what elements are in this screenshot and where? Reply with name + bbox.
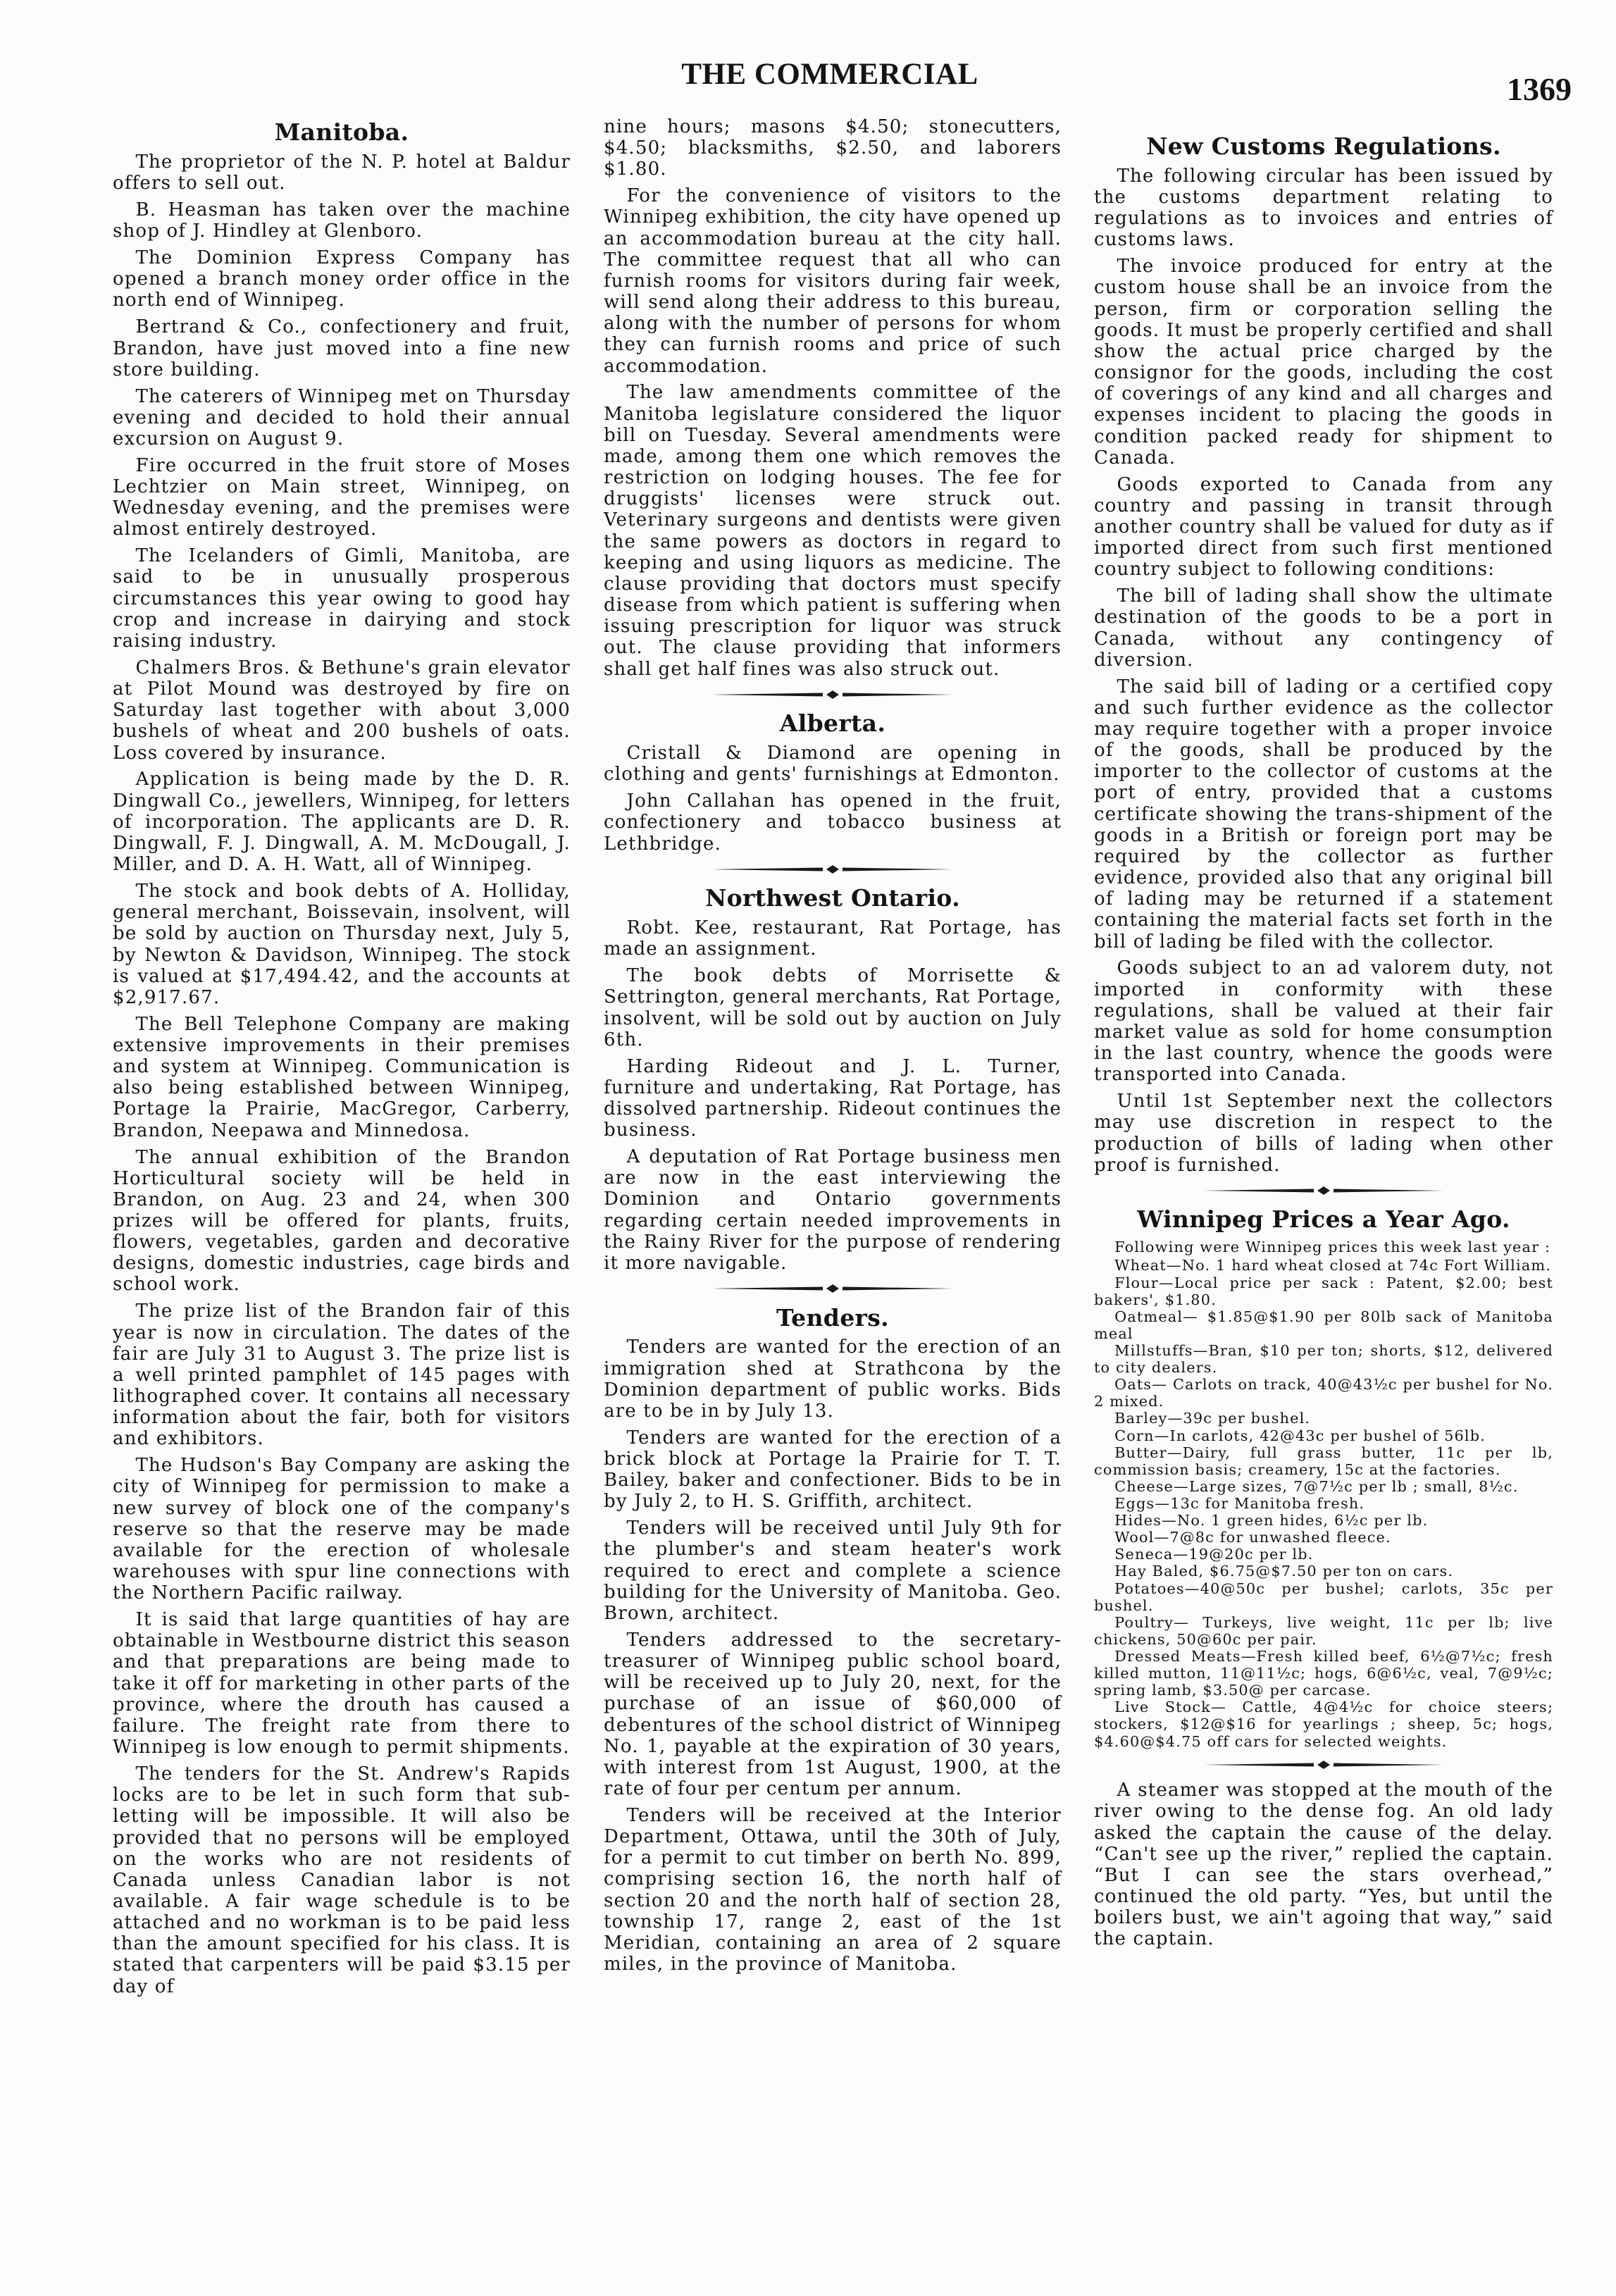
news-paragraph: B. Heasman has taken over the machine shop of J. Hindley at Glenboro. <box>113 199 571 242</box>
price-item: Poultry— Turkeys, live weight, 11c per lb; live chickens, 50@60c per pair. <box>1094 1613 1553 1648</box>
news-paragraph: Goods exported to Canada from any country and passing in transit through another country shall be valued for duty as if imported direct from such first mentioned country subject to following conditions: <box>1094 473 1553 581</box>
divider-rule-right <box>843 693 952 696</box>
price-item: Cheese—Large sizes, 7@7½c per lb ; small, 8½c. <box>1114 1477 1519 1495</box>
divider-diamond <box>826 690 839 699</box>
news-paragraph: The stock and book debts of A. Holliday, general merchant, Boissevain, insolvent, will be sold by auction on Thursday next, July 5, by Newton & Davidson, Winnipeg. The stock is valued at $17,494.42, and the accounts at $2,917.67. <box>113 881 571 1008</box>
news-paragraph: Chalmers Bros. & Bethune's grain elevator at Pilot Mound was destroyed by fire on Saturday last together with about 3,000 bushels of wheat and 200 bushels of oats. Loss covered by insurance. <box>113 657 571 764</box>
news-paragraph: Tenders are wanted for the erection of an immigration shed at Strathcona by the Dominion department of public works. Bids are to be in by July 13. <box>604 1336 1062 1422</box>
anecdote-paragraph: A steamer was stopped at the mouth of the river owing to the dense fog. An old lady asked the captain the cause of the delay. “Can't see up the river,” replied the captain. “But I can see the stars overhead,” continued the old party. “Yes, but until the boilers bust, we ain't agoing that way,” said the captain. <box>1094 1780 1553 1950</box>
news-paragraph: The invoice produced for entry at the custom house shall be an invoice from the person, firm or corporation selling the goods. It must be properly certified and shall show the actual price charged by the consignor for the goods, including the cost of coverings of any kind and all charges and expenses incident to placing the goods in condition packed ready for shipment to Canada. <box>1094 256 1553 468</box>
news-paragraph: The said bill of lading or a certified copy and such further evidence as the collector may require together with a proper invoice of the goods, shall be produced by the importer to the collector of customs at the port of entry, provided that a customs certificate showing the trans-shipment of the goods in a British or foreign port may be required by the collector as further evidence, provided also that any original bill of lading may be returned if a statement containing the material facts set forth in the bill of lading be filed with the collector. <box>1094 676 1553 952</box>
news-paragraph: Tenders addressed to the secretary-treasurer of Winnipeg public school board, will be received up to July 20, next, for the purchase of an issue of $60,000 of debentures of the school district of Winnipeg No. 1, payable at the expiration of 30 years, with interest from 1st August, 1900, at the rate of four per centum per annum. <box>604 1629 1062 1799</box>
price-item: Millstuffs—Bran, $10 per ton; shorts, $12, delivered to city dealers. <box>1094 1342 1553 1377</box>
news-paragraph: The bill of lading shall show the ultimate destination of the goods to be a port in Canada, without any contingency of diversion. <box>1094 585 1553 671</box>
price-item: Dressed Meats—Fresh killed beef, 6½@7½c; fresh killed mutton, 11@11½c; hogs, 6@6½c, veal, 7@9½c; spring lamb, $3.50@ per carcase. <box>1094 1647 1553 1699</box>
section-divider <box>1204 1186 1443 1196</box>
divider-rule-right <box>1334 1189 1443 1193</box>
section-heading-manitoba: Manitoba. <box>274 118 409 146</box>
section-heading-alberta: Alberta. <box>779 709 886 738</box>
news-paragraph: The annual exhibition of the Brandon Horticultural society will be held in Brandon, on Aug. 23 and 24, when 300 prizes will be offered for plants, fruits, flowers, vegetables, garden and decorative designs, domestic industries, cage birds and school work. <box>113 1146 571 1296</box>
news-paragraph: Harding Rideout and J. L. Turner, furniture and undertaking, Rat Portage, has dissolved partnership. Rideout continues the business. <box>604 1055 1062 1141</box>
news-paragraph: The proprietor of the N. P. hotel at Baldur offers to sell out. <box>113 151 571 194</box>
price-item: Oats— Carlots on track, 40@43½c per bushel for No. 2 mixed. <box>1094 1376 1553 1410</box>
price-item: Wool—7@8c for unwashed fleece. <box>1114 1529 1391 1546</box>
news-paragraph: Until 1st September next the collectors may use discretion in respect to the production of bills of lading when other proof is furnished. <box>1094 1091 1553 1176</box>
masthead-title: THE COMMERCIAL <box>681 58 978 91</box>
news-paragraph: Application is being made by the D. R. Dingwall Co., jewellers, Winnipeg, for letters of incorporation. The applicants are D. R. Dingwall, F. J. Dingwall, A. M. McDougall, J. Miller, and D. A. H. Watt, all of Winnipeg. <box>113 769 571 876</box>
divider-diamond <box>826 1284 839 1293</box>
divider-rule-left <box>713 1287 823 1291</box>
news-paragraph: Cristall & Diamond are opening in clothing and gents' furnishings at Edmonton. <box>604 743 1062 786</box>
news-paragraph: John Callahan has opened in the fruit, confectionery and tobacco business at Lethbridge. <box>604 790 1062 855</box>
news-paragraph-continued: nine hours; masons $4.50; stonecutters, $4.50; blacksmiths, $2.50, and laborers $1.80. <box>604 116 1062 180</box>
price-item: Wheat—No. 1 hard wheat closed at 74c Fort William. <box>1114 1257 1552 1274</box>
price-item: Seneca—19@20c per lb. <box>1114 1546 1314 1563</box>
section-heading-prices-year-ago: Winnipeg Prices a Year Ago. <box>1137 1205 1510 1234</box>
price-item: Flour—Local price per sack : Patent, $2.00; best bakers', $1.80. <box>1094 1274 1553 1308</box>
section-divider <box>713 864 952 874</box>
divider-rule-right <box>843 867 952 871</box>
price-item: Oatmeal— $1.85@$1.90 per 80lb sack of Manitoba meal <box>1094 1308 1553 1342</box>
news-paragraph: The caterers of Winnipeg met on Thursday evening and decided to hold their annual excursion on August 9. <box>113 385 571 449</box>
price-item: Potatoes—40@50c per bushel; carlots, 35c per bushel. <box>1094 1580 1553 1614</box>
price-item: Corn—In carlots, 42@43c per bushel of 56lb. <box>1114 1427 1486 1444</box>
divider-rule-left <box>1204 1763 1314 1766</box>
column-1 <box>113 118 571 2003</box>
column-3 <box>1094 132 1553 1955</box>
section-divider <box>1204 1760 1443 1770</box>
news-paragraph: Tenders will be received at the Interior Department, Ottawa, until the 30th of July, for a permit to cut timber on berth No. 899, comprising section 16, the north half of section 20 and the north half of section 28, township 17, range 2, east of the 1st Meridian, containing an area of 2 square miles, in the province of Manitoba. <box>604 1804 1062 1975</box>
news-paragraph: The following circular has been issued by the customs department relating to regulations as to invoices and entries of customs laws. <box>1094 165 1553 251</box>
news-paragraph: Tenders are wanted for the erection of a brick block at Portage la Prairie for T. T. Bailey, baker and confectioner. Bids to be in by July 2, to H. S. Griffith, architect. <box>604 1427 1062 1513</box>
section-divider <box>713 1284 952 1293</box>
section-heading-tenders: Tenders. <box>776 1303 889 1332</box>
price-list-intro: Following were Winnipeg prices this week last year : <box>1114 1239 1551 1256</box>
price-item: Live Stock— Cattle, 4@4½c for choice steers; stockers, $12@$16 for yearlings ; sheep, 5c; hogs, $4.60@$4.75 off cars for selected weights. <box>1094 1699 1553 1750</box>
news-paragraph: A deputation of Rat Portage business men are now in the east interviewing the Dominion and Ontario governments regarding certain needed improvements in the Rainy River for the purpose of rendering it more navigable. <box>604 1146 1062 1274</box>
news-paragraph: The book debts of Morrisette & Settrington, general merchants, Rat Portage, insolvent, will be sold out by auction on July 6th. <box>604 965 1062 1050</box>
price-list <box>1094 1205 1553 1749</box>
divider-diamond <box>826 865 839 874</box>
section-heading-customs-regulations: New Customs Regulations. <box>1146 132 1501 160</box>
column-2 <box>604 116 1062 1980</box>
price-item: Hay Baled, $6.75@$7.50 per ton on cars. <box>1114 1563 1454 1580</box>
news-paragraph: Tenders will be received until July 9th for the plumber's and steam heater's work required to erect and complete a science building for the University of Manitoba. Geo. Brown, architect. <box>604 1518 1062 1624</box>
section-heading-northwest-ontario: Northwest Ontario. <box>705 884 960 912</box>
news-paragraph: Bertrand & Co., confectionery and fruit, Brandon, have just moved into a fine new store building. <box>113 316 571 380</box>
news-paragraph: The prize list of the Brandon fair of this year is now in circulation. The dates of the fair are July 31 to August 3. The prize list is a well printed pamphlet of 145 pages with lithographed cover. It contains all necessary information about the fair, both for visitors and exhibitors. <box>113 1301 571 1450</box>
news-paragraph: The tenders for the St. Andrew's Rapids locks are to be let in such form that sub-letting will be impossible. It will also be provided that no persons will be employed on the works who are not residents of Canada unless Canadian labor is not available. A fair wage schedule is to be attached and no workman is to be paid less than the amount specified for his class. It is stated that carpenters will be paid $3.15 per day of <box>113 1763 571 1997</box>
divider-diamond <box>1317 1186 1330 1195</box>
price-item: Barley—39c per bushel. <box>1114 1410 1311 1427</box>
news-paragraph: Goods subject to an ad valorem duty, not imported in conformity with these regulations, shall be valued at their fair market value as sold for home consumption in the last country, whence the goods were transported into Canada. <box>1094 957 1553 1086</box>
news-paragraph: The Hudson's Bay Company are asking the city of Winnipeg for permission to make a new survey of block one of the company's reserve so that the reserve may be made available for the erection of wholesale warehouses with spur line connections with the Northern Pacific railway. <box>113 1455 571 1604</box>
news-paragraph: The Icelanders of Gimli, Manitoba, are said to be in unusually prosperous circumstances this year owing to good hay crop and increase in dairying and stock raising industry. <box>113 545 571 652</box>
page-number: 1369 <box>1507 71 1572 107</box>
price-item: Hides—No. 1 green hides, 6½c per lb. <box>1114 1512 1429 1529</box>
news-paragraph: The law amendments committee of the Manitoba legislature considered the liquor bill on Tuesday. Several amendments were made, among them one which removes the restriction on lodging houses. The fee for druggists' licenses were struck out. Veterinary surgeons and dentists were given the same powers as doctors in regard to keeping and using liquors as medicine. The clause providing that doctors must specify disease from which patient is suffering when issuing prescription for liquor was struck out. The clause providing that informers shall get half fines was also struck out. <box>604 382 1062 680</box>
divider-rule-left <box>1204 1189 1314 1193</box>
divider-rule-left <box>713 867 823 871</box>
news-paragraph: It is said that large quantities of hay are obtainable in Westbourne district this season and that preparations are being made to take it off for marketing in other parts of the province, where the drouth has caused a failure. The freight rate from there to Winnipeg is low enough to permit shipments. <box>113 1609 571 1758</box>
news-paragraph: Fire occurred in the fruit store of Moses Lechtzier on Main street, Winnipeg, on Wednesday evening, and the premises were almost entirely destroyed. <box>113 454 571 540</box>
section-divider <box>713 690 952 700</box>
divider-rule-right <box>1334 1763 1443 1766</box>
divider-diamond <box>1317 1761 1330 1769</box>
news-paragraph: For the convenience of visitors to the Winnipeg exhibition, the city have opened up an accommodation bureau at the city hall. The committee request that all who can furnish rooms for visitors during fair week, will send along their address to this bureau, along with the number of persons for whom they can furnish rooms and price of such accommodation. <box>604 185 1062 377</box>
divider-rule-right <box>843 1287 952 1291</box>
divider-rule-left <box>713 693 823 696</box>
price-item: Eggs—13c for Manitoba fresh. <box>1114 1495 1365 1512</box>
news-paragraph: The Bell Telephone Company are making extensive improvements in their premises and system at Winnipeg. Communication is also being established between Winnipeg, Portage la Prairie, MacGregor, Carberry, Brandon, Neepawa and Minnedosa. <box>113 1013 571 1141</box>
price-item: Butter—Dairy, full grass butter, 11c per lb, commission basis; creamery, 15c at the factories. <box>1094 1444 1553 1478</box>
news-paragraph: Robt. Kee, restaurant, Rat Portage, has made an assignment. <box>604 917 1062 960</box>
news-paragraph: The Dominion Express Company has opened a branch money order office in the north end of Winnipeg. <box>113 247 571 311</box>
